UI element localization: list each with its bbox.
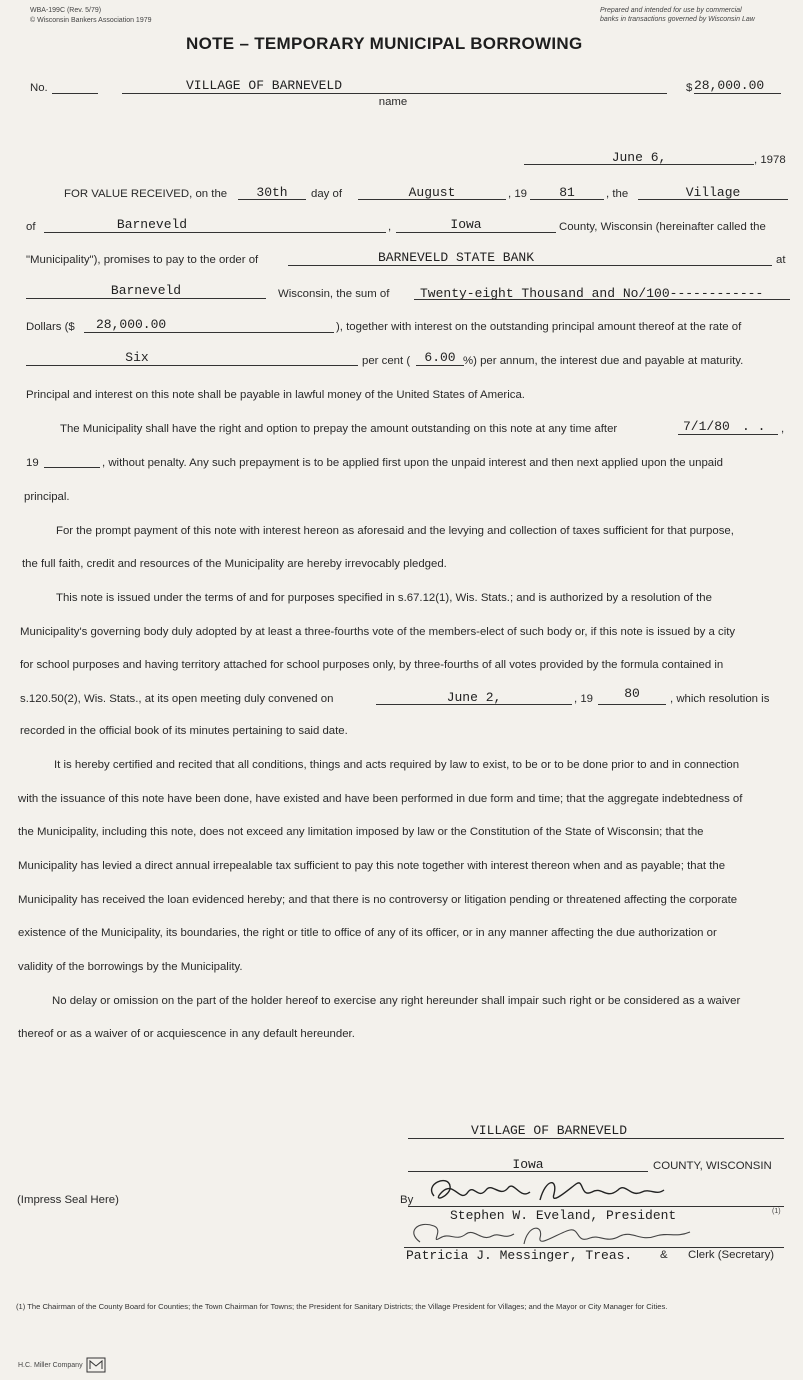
meeting-date-line: [376, 704, 572, 705]
note-date: June 6,: [611, 150, 667, 165]
p4-line5: recorded in the official book of its minutes pertaining to said date.: [20, 725, 348, 737]
p1-percent-text: per cent (: [362, 355, 411, 367]
county-value: Iowa: [450, 217, 482, 232]
clerk-label: Clerk (Secretary): [688, 1249, 775, 1261]
place-line: [26, 298, 266, 299]
p6-line1: No delay or omission on the part of the holder hereof to exercise any right hereunder shall impair such right or be considered as a waiver: [52, 995, 741, 1007]
year-line: [530, 199, 604, 200]
prepay-line: [678, 434, 778, 435]
signature-county-value: Iowa: [512, 1157, 544, 1172]
rate-words-value: Six: [125, 350, 149, 365]
payee-value: BARNEVELD STATE BANK: [377, 250, 535, 265]
p5-line4: Municipality has levied a direct annual irrepealable tax sufficient to pay this note together with interest thereon when and as payable; that the: [18, 860, 726, 872]
p1-county-text: County, Wisconsin (hereinafter called the: [559, 221, 766, 233]
p1-sum-text: Wisconsin, the sum of: [278, 288, 390, 300]
county-line: [396, 232, 556, 233]
p1-promise-text: "Municipality"), promises to pay to the order of: [26, 254, 259, 266]
place-value: Barneveld: [110, 283, 182, 298]
p1-of: of: [26, 221, 36, 233]
p2-19: 19: [26, 457, 39, 469]
meeting-date-value: June 2,: [446, 690, 502, 705]
p5-line1: It is hereby certified and recited that all conditions, things and acts required by law to exist, to be or to be done prior to and in connection: [54, 759, 740, 771]
p1-at: at: [776, 254, 786, 266]
p1-text-d: , the: [606, 188, 629, 200]
printer-name: H.C. Miller Company: [18, 1362, 83, 1369]
p5-line6: existence of the Municipality, its boundaries, the right or title to office of any of its officer, or in any manner affecting the due authorization or: [18, 927, 717, 939]
p5-line2: with the issuance of this note have been done, have existed and have been performed in due form and time; that the aggregate indebtedness of: [18, 793, 743, 805]
copyright: © Wisconsin Bankers Association 1979: [30, 17, 152, 24]
meeting-year-line: [598, 704, 666, 705]
sum-words-line: [414, 299, 790, 300]
p1-text-c: , 19: [508, 188, 527, 200]
p4-line4-c: , which resolution is: [670, 693, 770, 705]
payee-line: [288, 265, 772, 266]
p4-line4-a: s.120.50(2), Wis. Stats., at its open meeting duly convened on: [20, 693, 334, 705]
p2-line2: , without penalty. Any such prepayment is to be applied first upon the unpaid interest and then next applied upon the unpaid: [102, 457, 724, 469]
amount-line: [694, 93, 781, 94]
entity-value: Village: [685, 185, 741, 200]
month-value: August: [408, 185, 456, 200]
signature-county-label: COUNTY, WISCONSIN: [653, 1160, 772, 1172]
president-line: [408, 1206, 784, 1207]
form-id: WBA-199C (Rev. 5/79): [30, 7, 102, 14]
document-title: NOTE – TEMPORARY MUNICIPAL BORROWING: [186, 34, 583, 53]
p4-line4-b: , 19: [574, 693, 593, 705]
p5-line3: the Municipality, including this note, does not exceed any limitation imposed by law or the Constitution of the State of Wisconsin; that the: [18, 826, 704, 838]
p5-line7: validity of the borrowings by the Municipality.: [18, 961, 243, 973]
p1-comma: ,: [388, 221, 392, 233]
month-line: [358, 199, 506, 200]
prepay-after-dots: . .: [742, 419, 766, 434]
day-line: [238, 199, 306, 200]
of-name-line: [44, 232, 386, 233]
p6-line2: thereof or as a waiver of or acquiescence in any default hereunder.: [18, 1028, 355, 1040]
p4-line3: for school purposes and having territory attached for school purposes only, by three-fourths of all votes provided by the formula contained in: [20, 659, 724, 671]
sum-words-value: Twenty-eight Thousand and No/100------------: [420, 286, 764, 301]
p1-annum-text: %) per annum, the interest due and payable at maturity.: [463, 355, 744, 367]
ampersand: &: [660, 1249, 668, 1261]
p2-line3: principal.: [24, 491, 70, 503]
footnote-marker: (1): [772, 1208, 781, 1215]
entity-line: [638, 199, 788, 200]
name-line: [122, 93, 667, 94]
p2-year-line: [44, 467, 100, 468]
year-value: 81: [559, 185, 575, 200]
p1-interest-text: ), together with interest on the outstanding principal amount thereof at the rate of: [336, 321, 742, 333]
of-name-value: Barneveld: [116, 217, 188, 232]
p1-text-b: day of: [311, 188, 343, 200]
dollars-value: 28,000.00: [96, 317, 167, 332]
date-year: , 1978: [754, 154, 786, 166]
no-label: No.: [30, 82, 48, 94]
signature-municipality-line: [408, 1138, 784, 1139]
p1-dollars-text: Dollars ($: [26, 321, 75, 333]
amount-top: 28,000.00: [694, 78, 765, 93]
p5-line5: Municipality has received the loan evidenced hereby; and that there is no controversy or litigation pending or threatened affecting the corporate: [18, 894, 738, 906]
p4-line2: Municipality's governing body duly adopted by at least a three-fourths vote of the members-elect of such body or, if this note is issued by a city: [20, 626, 736, 638]
date-line: [524, 164, 754, 165]
president-name: Stephen W. Eveland, President: [450, 1208, 677, 1223]
prepay-after-date: 7/1/80: [683, 419, 730, 434]
name-caption: name: [378, 96, 408, 108]
treasurer-line: [404, 1247, 784, 1248]
footnote-text: (1) The Chairman of the County Board for Counties; the Town Chairman for Towns; the President for Sanitary Districts; the Village President for Villages; and the Mayor or City Manager for Cities.: [16, 1302, 668, 1311]
dollars-line: [84, 332, 334, 333]
p4-line1: This note is issued under the terms of and for purposes specified in s.67.12(1), Wis. Stats.; and is authorized by a resolution of the: [56, 592, 712, 604]
p3-line2: the full faith, credit and resources of the Municipality are hereby irrevocably pledged.: [22, 558, 447, 570]
day-value: 30th: [256, 185, 288, 200]
rate-number-value: 6.00: [424, 350, 456, 365]
prepared-note-line2: banks in transactions governed by Wisconsin Law: [600, 16, 755, 23]
meeting-year-value: 80: [624, 686, 640, 701]
impress-seal-label: (Impress Seal Here): [17, 1194, 119, 1206]
by-label: By: [400, 1194, 414, 1206]
signature-municipality: VILLAGE OF BARNEVELD: [470, 1123, 628, 1138]
p2-line1: The Municipality shall have the right and option to prepay the amount outstanding on this note at any time after: [60, 423, 618, 435]
rate-words-line: [26, 365, 358, 366]
p1-text-a: FOR VALUE RECEIVED, on the: [64, 188, 228, 200]
amount-dollar-sign: $: [686, 82, 693, 94]
rate-number-line: [416, 365, 464, 366]
p2-line1-end: ,: [781, 423, 785, 435]
p1-principal-text: Principal and interest on this note shall be payable in lawful money of the United States of America.: [26, 389, 525, 401]
municipality-name: VILLAGE OF BARNEVELD: [185, 78, 343, 93]
treasurer-name: Patricia J. Messinger, Treas.: [406, 1248, 633, 1263]
no-line: [52, 93, 98, 94]
p3-line1: For the prompt payment of this note with interest hereon as aforesaid and the levying and collection of taxes sufficient for that purpose,: [56, 525, 734, 537]
printer-logo-icon: [86, 1357, 106, 1373]
prepared-note-line1: Prepared and intended for use by commercial: [600, 7, 742, 14]
